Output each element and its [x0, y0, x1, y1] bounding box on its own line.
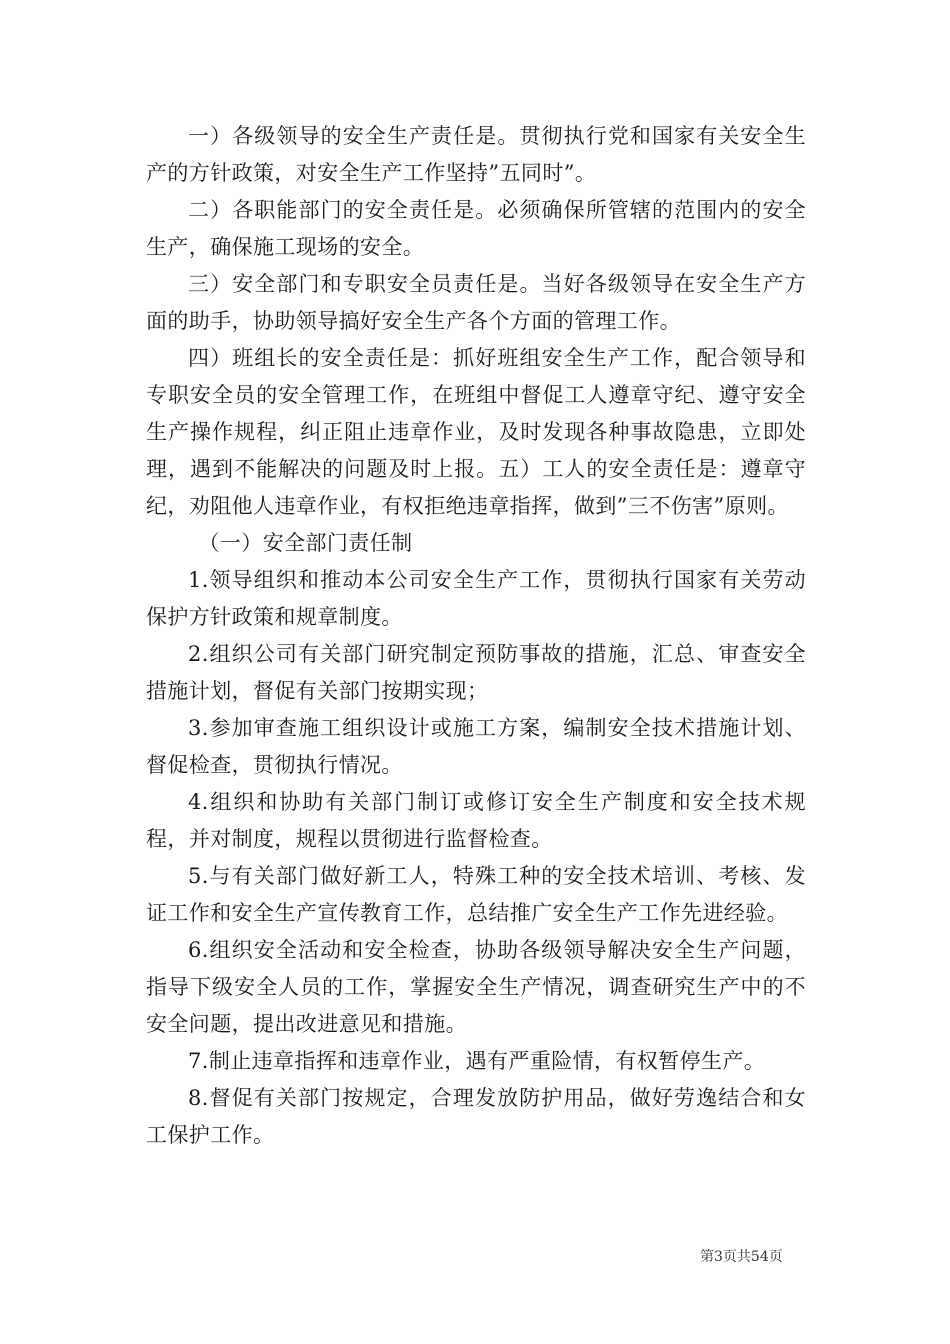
list-item-8: 8.督促有关部门按规定，合理发放防护用品，做好劳逸结合和女工保护工作。 [146, 1086, 806, 1147]
paragraph-safety-officer-responsibility: 三）安全部门和专职安全员责任是。当好各级领导在安全生产方面的助手，协助领导搞好安全生产各个方面的管理工作。 [146, 272, 806, 333]
paragraph-departments-responsibility: 二）各职能部门的安全责任是。必须确保所管辖的范围内的安全生产，确保施工现场的安全。 [146, 198, 806, 259]
list-item-2: 2.组织公司有关部门研究制定预防事故的措施，汇总、审查安全措施计划，督促有关部门按期实现； [146, 642, 806, 703]
list-item-6: 6.组织安全活动和安全检查，协助各级领导解决安全生产问题，指导下级安全人员的工作，掌握安全生产情况，调查研究生产中的不安全问题，提出改进意见和措施。 [146, 938, 806, 1036]
list-item-5: 5.与有关部门做好新工人，特殊工种的安全技术培训、考核、发证工作和安全生产宣传教育工作，总结推广安全生产工作先进经验。 [146, 864, 806, 925]
list-item-7: 7.制止违章指挥和违章作业，遇有严重险情，有权暂停生产。 [188, 1049, 766, 1073]
document-body [146, 118, 806, 1154]
list-item-3: 3.参加审查施工组织设计或施工方案，编制安全技术措施计划、督促检查，贯彻执行情况。 [146, 716, 806, 777]
page-number-footer: 第3页共54页 [700, 1249, 783, 1265]
section-heading-safety-department: （一）安全部门责任制 [198, 531, 413, 555]
paragraph-team-leader-responsibility: 四）班组长的安全责任是：抓好班组安全生产工作，配合领导和专职安全员的安全管理工作，在班组中督促工人遵章守纪、遵守安全生产操作规程，纠正阻止违章作业，及时发现各种事故隐患，立即处理，遇到不能解决的问题及时上报。五）工人的安全责任是：遵章守纪，劝阻他人违章作业，有权拒绝违章指挥，做到”三不伤害”原则。 [146, 346, 806, 518]
list-item-1: 1.领导组织和推动本公司安全生产工作，贯彻执行国家有关劳动保护方针政策和规章制度。 [146, 568, 806, 629]
paragraph-leaders-responsibility: 一）各级领导的安全生产责任是。贯彻执行党和国家有关安全生产的方针政策，对安全生产工作坚持”五同时”。 [146, 124, 806, 185]
list-item-4: 4.组织和协助有关部门制订或修订安全生产制度和安全技术规程，并对制度，规程以贯彻进行监督检查。 [146, 790, 806, 851]
